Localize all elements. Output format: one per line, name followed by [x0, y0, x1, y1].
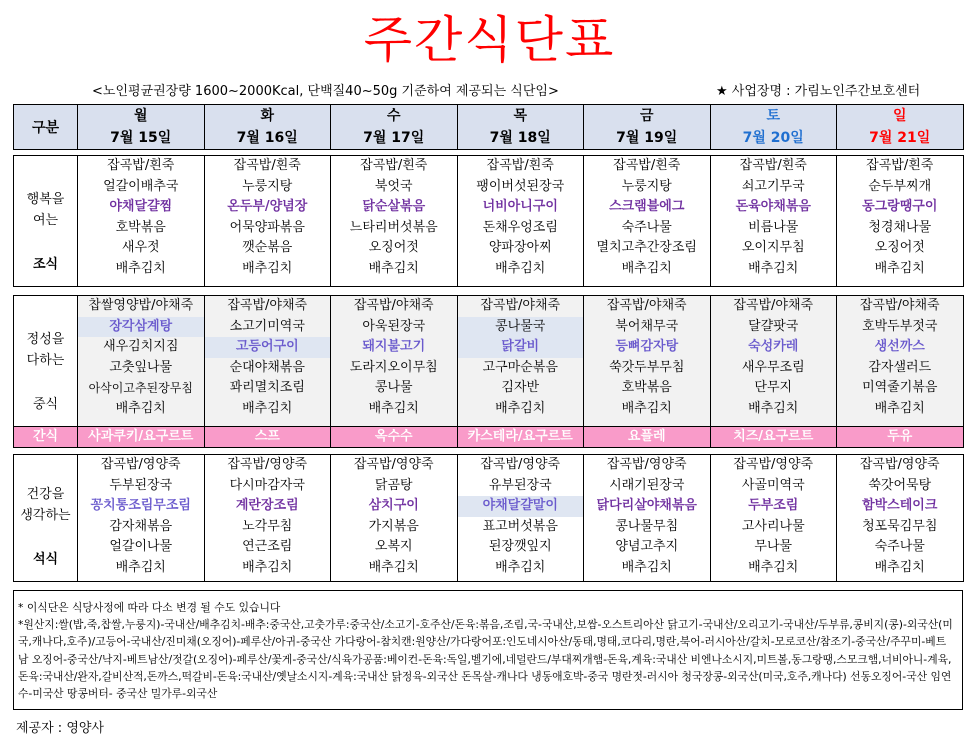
lunch-wed: 잡곡밥/야채죽 아욱된장국 돼지불고기 도라지오이무침 콩나물 배추김치	[331, 296, 458, 427]
lunch-sat: 잡곡밥/야채죽 달걀팟국 숙성카레 새우무조림 단무지 배추김치	[710, 296, 837, 427]
snack-fri: 요플레	[584, 427, 711, 448]
dinner-wed: 잡곡밥/영양죽 닭곰탕 삼치구이 가지볶음 오복지 배추김치	[331, 455, 458, 582]
organization-name: ★ 사업장명 : 가림노인주간보호센터	[716, 84, 921, 99]
snack-sun: 두유	[837, 427, 964, 448]
dinner-tue: 잡곡밥/영양죽 다시마감자국 계란장조림 노각무침 연근조림 배추김치	[204, 455, 331, 582]
day-header-sat: 토 7월 20일	[710, 105, 837, 150]
breakfast-sat: 잡곡밥/흰죽 쇠고기무국 돈육야채볶음 비름나물 오이지무침 배추김치	[710, 156, 837, 287]
breakfast-thu: 잡곡밥/흰죽 팽이버섯된장국 너비아니구이 돈채우엉조림 양파장아찌 배추김치	[457, 156, 584, 287]
provider-label: 제공자 : 영양사	[16, 721, 104, 736]
snack-thu: 카스테라/요구르트	[457, 427, 584, 448]
dinner-sun: 잡곡밥/영양죽 쑥갓어묵탕 함박스테이크 청포묵김무침 숙주나물 배추김치	[837, 455, 964, 582]
day-header-thu: 목 7월 18일	[457, 105, 584, 150]
lunch-label: 정성을 다하는 중식	[14, 296, 78, 427]
lunch-table	[13, 295, 964, 448]
lunch-sun: 잡곡밥/야채죽 호박두부젓국 생선까스 감자샐러드 미역줄기볶음 배추김치	[837, 296, 964, 427]
lunch-mon: 찹쌀영양밥/야채죽 장각삼계탕 새우김치지짐 고춧잎나물 아삭이고추된장무침 배추김치	[78, 296, 205, 427]
dinner-thu: 잡곡밥/영양죽 유부된장국 야채달걀말이 표고버섯볶음 된장깻잎지 배추김치	[457, 455, 584, 582]
dinner-table	[13, 454, 964, 582]
dinner-mon: 잡곡밥/영양죽 두부된장국 꽁치통조림무조림 감자채볶음 얼갈이나물 배추김치	[78, 455, 205, 582]
breakfast-sun: 잡곡밥/흰죽 순두부찌개 동그랑땡구이 청경채나물 오징어젓 배추김치	[837, 156, 964, 287]
day-header-sun: 일 7월 21일	[837, 105, 964, 150]
lunch-fri: 잡곡밥/야채죽 북어채무국 등뼈감자탕 쑥갓두부무침 호박볶음 배추김치	[584, 296, 711, 427]
notes-origin: *원산지:쌀(밥,죽,찹쌀,누룽지)-국내산/배추김치-배추:중국산,고춧가루:중국산/소고기-호주산/돈육:볶음,조림,국-국내산,보쌈-오스트리아산 닭고기-국내산/오리고기-국내산/두부류,콩비지(콩)-외국산(미국,캐나다,호주)/고등어-국내산/진미채(오징어)-페루산/아귀-중국산 가다랑어-참치캔:원양산/가다랑어포:인도네시아산/동태,명태,코다리,명란,북어-러시아산/갈치-모로코산/참조기-중국산/주꾸미-베트남 오징어-중국산/낙지-베트남산/젓갈(오징어)-페루산/꽃게-중국산/식육가공품:베이컨-돈육:독일,벨기에,네덜란드/부대찌개햄-돈육,계육:국내산 비엔나소시지,미트볼,동그랑땡,스모크햄,너비아니-계육,돈육:국내산/완자,갈비산적,돈까스,떡갈비-돈육:국내산/옛날소시지-계육:국내산 닭정육-외국산 돈목살-캐나다 냉동애호박-중국 명란젓-러시아 청국장콩-외국산(미국,호주,캐나다) 선동오징어-국산 임연수-미국산 땅콩버터- 중국산 밀가루-외국산	[18, 618, 953, 701]
snack-mon: 사과쿠키/요구르트	[78, 427, 205, 448]
day-header-tue: 화 7월 16일	[204, 105, 331, 150]
breakfast-wed: 잡곡밥/흰죽 북엇국 닭순살볶음 느타리버섯볶음 오징어젓 배추김치	[331, 156, 458, 287]
breakfast-label: 행복을 여는 조식	[14, 156, 78, 287]
day-header-table	[13, 104, 964, 150]
snack-wed: 옥수수	[331, 427, 458, 448]
snack-sat: 치즈/요구르트	[710, 427, 837, 448]
notes-box	[13, 590, 963, 710]
dinner-fri: 잡곡밥/영양죽 시래기된장국 닭다리살야채볶음 콩나물무침 양념고추지 배추김치	[584, 455, 711, 582]
nutrition-note: <노인평균권장량 1600~2000Kcal, 단백질40~50g 기준하여 제공되는 식단임>	[92, 84, 559, 99]
breakfast-mon: 잡곡밥/흰죽 얼갈이배추국 야채달걀찜 호박볶음 새우젓 배추김치	[78, 156, 205, 287]
day-header-fri: 금 7월 19일	[584, 105, 711, 150]
dinner-label: 건강을 생각하는 석식	[14, 455, 78, 582]
day-header-mon: 월 7월 15일	[78, 105, 205, 150]
snack-label: 간식	[14, 427, 78, 448]
lunch-thu: 잡곡밥/야채죽 콩나물국 닭갈비 고구마순볶음 김자반 배추김치	[457, 296, 584, 427]
breakfast-fri: 잡곡밥/흰죽 누룽지탕 스크램블에그 숙주나물 멸치고추간장조림 배추김치	[584, 156, 711, 287]
category-header: 구분	[14, 105, 78, 150]
notes-disclaimer: * 이식단은 식당사정에 따라 다소 변경 될 수도 있습니다	[18, 601, 281, 614]
day-header-wed: 수 7월 17일	[331, 105, 458, 150]
breakfast-table	[13, 155, 964, 287]
breakfast-tue: 잡곡밥/흰죽 누룽지탕 온두부/양념장 어묵양파볶음 깻순볶음 배추김치	[204, 156, 331, 287]
dinner-sat: 잡곡밥/영양죽 사골미역국 두부조림 고사리나물 무나물 배추김치	[710, 455, 837, 582]
snack-tue: 스프	[204, 427, 331, 448]
lunch-tue: 잡곡밥/야채죽 소고기미역국 고등어구이 순대야채볶음 꽈리멸치조림 배추김치	[204, 296, 331, 427]
page-title: 주간식단표	[363, 11, 616, 69]
